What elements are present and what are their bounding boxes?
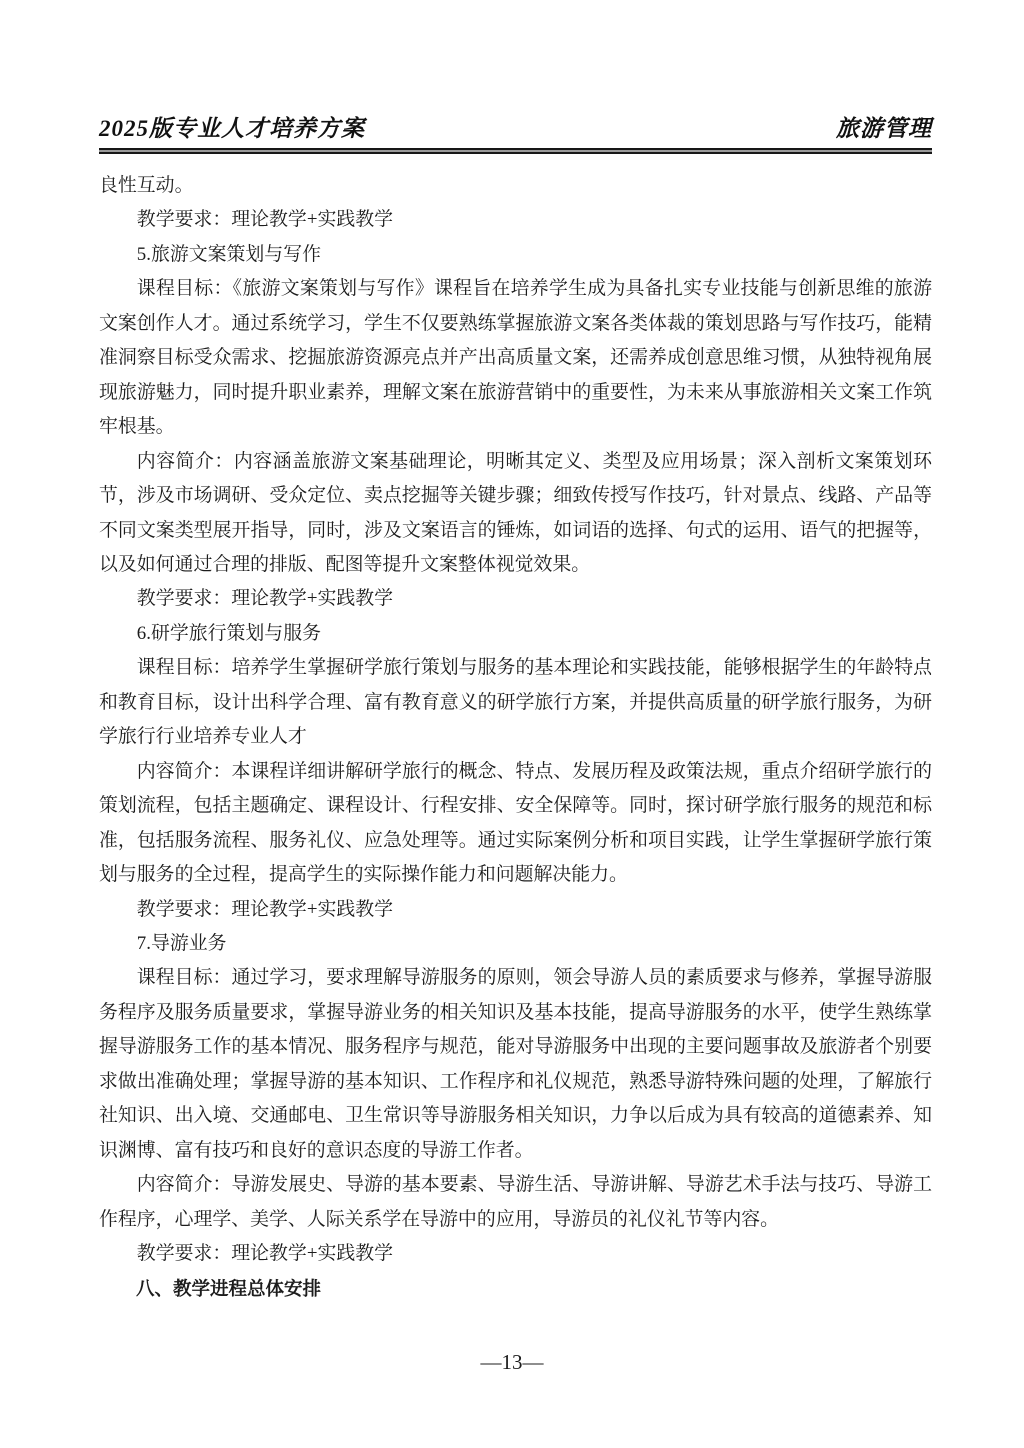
paragraph: 课程目标：通过学习，要求理解导游服务的原则，领会导游人员的素质要求与修养，掌握导游服务程序及服务质量要求，掌握导游业务的相关知识及基本技能，提高导游服务的水平，使学生熟练掌握导游服务工作的基本情况、服务程序与规范，能对导游服务中出现的主要问题事故及旅游者个别要求做出准确处理；掌握导游的基本知识、工作程序和礼仪规范，熟悉导游特殊问题的处理，了解旅行社知识、出入境、交通邮电、卫生常识等导游服务相关知识，力争以后成为具有较高的道德素养、知识渊博、富有技巧和良好的意识态度的导游工作者。: [99, 967, 932, 1161]
paragraph-line: 教学要求：理论教学+实践教学: [136, 588, 394, 610]
paragraph: 课程目标：《旅游文案策划与写作》课程旨在培养学生成为具备扎实专业技能与创新思维的旅游文案创作人才。通过系统学习，学生不仅要熟练掌握旅游文案各类体裁的策划思路与写作技巧，能精准洞察目标受众需求、挖掘旅游资源亮点并产出高质量文案，还需养成创意思维习惯，从独特视角展现旅游魅力，同时提升职业素养，理解文案在旅游营销中的重要性，为未来从事旅游相关文案工作筑牢根基。: [99, 278, 932, 438]
header-right-title: 旅游管理: [836, 116, 932, 141]
header-left-title: 2025版专业人才培养方案: [99, 116, 365, 141]
paragraph-line: 教学要求：理论教学+实践教学: [136, 1243, 394, 1265]
page-header: [99, 114, 932, 144]
paragraph: 内容简介：本课程详细讲解研学旅行的概念、特点、发展历程及政策法规，重点介绍研学旅行的策划流程，包括主题确定、课程设计、行程安排、安全保障等。同时，探讨研学旅行服务的规范和标准，包括服务流程、服务礼仪、应急处理等。通过实际案例分析和项目实践，让学生掌握研学旅行策划与服务的全过程，提高学生的实际操作能力和问题解决能力。: [99, 760, 932, 886]
paragraph: 内容简介：导游发展史、导游的基本要素、导游生活、导游讲解、导游艺术手法与技巧、导游工作程序，心理学、美学、人际关系学在导游中的应用，导游员的礼仪礼节等内容。: [99, 1174, 932, 1230]
paragraph-line: 6.研学旅行策划与服务: [136, 622, 321, 644]
page-footer: [0, 1348, 1024, 1376]
paragraph-line: 7.导游业务: [136, 932, 227, 954]
paragraph: 课程目标：培养学生掌握研学旅行策划与服务的基本理论和实践技能，能够根据学生的年龄特点和教育目标，设计出科学合理、富有教育意义的研学旅行方案，并提供高质量的研学旅行服务，为研学旅行行业培养专业人才: [99, 657, 932, 748]
paragraph-continuation: 良性互动。: [99, 175, 194, 196]
page-number: —13—: [480, 1350, 544, 1374]
paragraph-line: 5.旅游文案策划与写作: [136, 243, 321, 265]
header-rule-divider: [99, 148, 932, 154]
paragraph-line: 教学要求：理论教学+实践教学: [136, 209, 394, 231]
paragraph-line: 教学要求：理论教学+实践教学: [136, 898, 394, 920]
document-body: [99, 169, 932, 1306]
paragraph: 内容简介：内容涵盖旅游文案基础理论，明晰其定义、类型及应用场景；深入剖析文案策划环节，涉及市场调研、受众定位、卖点挖掘等关键步骤；细致传授写作技巧，针对景点、线路、产品等不同文案类型展开指导，同时，涉及文案语言的锤炼，如词语的选择、句式的运用、语气的把握等，以及如何通过合理的排版、配图等提升文案整体视觉效果。: [99, 450, 932, 575]
section-heading: 八、教学进程总体安排: [136, 1277, 322, 1299]
